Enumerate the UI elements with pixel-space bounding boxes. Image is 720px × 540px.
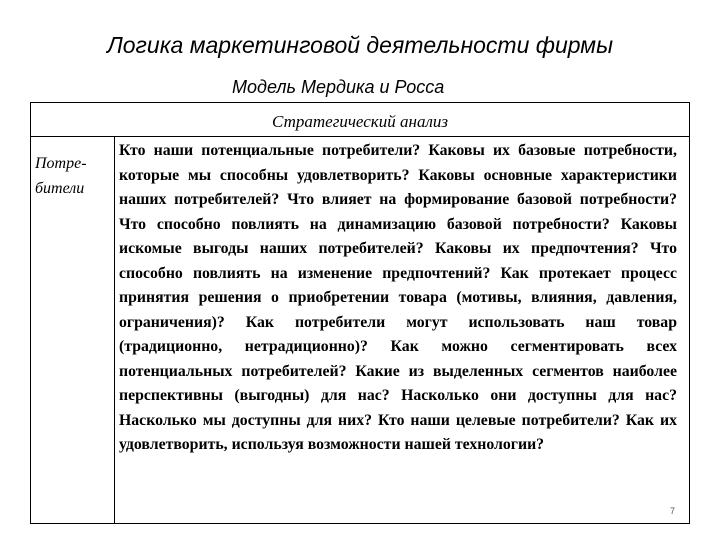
row-label [35, 151, 111, 201]
section-body-text: Кто наши потенциальные потребители? Каковы их базовые потребности, которые мы способны удовлетворить? Каковы основные характеристики наших потребителей? Что влияет на формирование базовой потребности? Что способно повлиять на динамизацию базовой потребности? Каковы искомые выгоды наших потребителей? Каковы их предпочтения? Что способно повлиять на изменение предпочтений? Как протекает процесс принятия решения о приобретении товара (мотивы, влияния, давления, ограничения)? Как потребители могут использовать наш товар (традиционно, нетрадиционно)? Как можно сегментировать всех потенциальных потребителей? Какие из выделенных сегментов наиболее перспективны (выгодны) для нас? Насколько они доступны для нас? Насколько мы доступны для них? Кто наши целевые потребители? Как их удовлетворить, используя возможности нашей технологии? [119, 142, 677, 453]
analysis-table [30, 102, 690, 524]
row-label-line-1: Потре- [35, 155, 87, 172]
slide-title: Логика маркетинговой деятельности фирмы [107, 32, 613, 58]
table-divider-vertical [114, 136, 115, 523]
slide-subtitle: Модель Мердика и Росса [232, 77, 445, 97]
page-number: 7 [670, 506, 676, 516]
row-label-line-2: бители [35, 180, 85, 197]
table-divider-horizontal [31, 136, 689, 137]
section-heading: Стратегический анализ [272, 112, 448, 131]
